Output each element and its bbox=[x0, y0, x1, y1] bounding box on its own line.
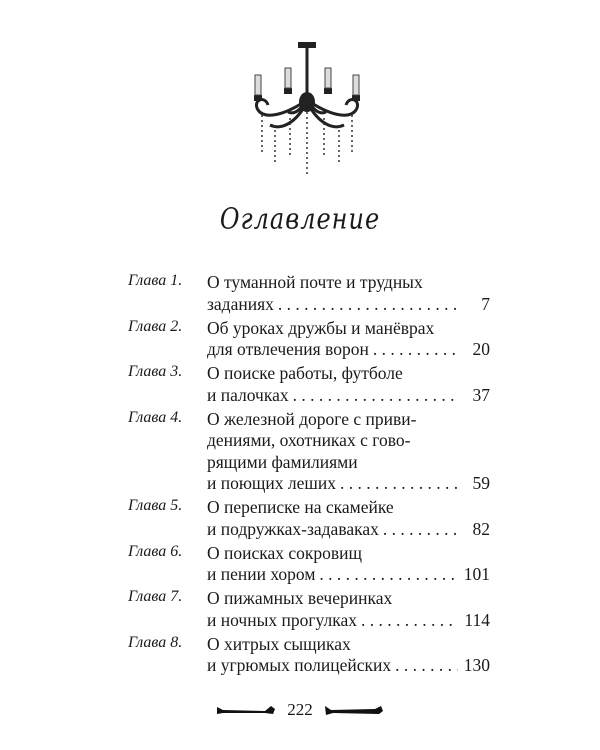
right-bone-ornament-icon bbox=[323, 703, 385, 717]
chapter-page-number: 82 bbox=[472, 518, 490, 539]
chapter-title-line: О поисках сокровищ bbox=[207, 542, 363, 563]
chapter-title-line: и пении хором bbox=[207, 564, 316, 584]
chapter-title-line: и палочках bbox=[207, 384, 289, 405]
toc-entry[interactable] bbox=[128, 497, 490, 540]
chandelier-illustration bbox=[240, 40, 375, 180]
chapter-label: Глава 8. bbox=[128, 633, 183, 651]
chapter-title-line: О туманной почте и трудных bbox=[207, 272, 423, 292]
dot-leader bbox=[373, 339, 458, 361]
dot-leader bbox=[395, 655, 458, 677]
chapter-title-line: О переписке на скамейке bbox=[207, 497, 394, 517]
chapter-title-line: и угрюмых полицейских bbox=[207, 655, 392, 675]
chapter-title-line: О хитрых сыщиках bbox=[207, 633, 351, 654]
page-number: 222 bbox=[287, 700, 313, 719]
toc-title: Оглавление bbox=[219, 202, 381, 236]
dot-leader bbox=[278, 294, 458, 316]
page-footer bbox=[0, 700, 600, 720]
table-of-contents bbox=[128, 272, 490, 679]
chapter-page-number: 37 bbox=[472, 384, 490, 405]
chapter-title-line: О железной дороге с приви- bbox=[207, 408, 417, 429]
chapter-title-line: заданиях bbox=[207, 293, 274, 314]
chapter-title-line: и подружках-задаваках bbox=[207, 518, 379, 539]
toc-entry[interactable] bbox=[128, 634, 490, 677]
chapter-label: Глава 2. bbox=[128, 317, 183, 335]
chapter-page-number: 114 bbox=[464, 609, 490, 630]
left-bone-ornament-icon bbox=[215, 703, 277, 717]
chapter-label: Глава 1. bbox=[128, 272, 183, 289]
toc-entry[interactable] bbox=[128, 318, 490, 361]
dot-leader bbox=[340, 473, 458, 495]
dot-leader bbox=[361, 610, 458, 632]
chapter-title-line: Об уроках дружбы и манёврах bbox=[207, 317, 435, 338]
chapter-title-line: рящими фамилиями bbox=[207, 451, 358, 472]
chapter-page-number: 130 bbox=[463, 655, 490, 675]
chapter-label: Глава 5. bbox=[128, 497, 183, 514]
chapter-label: Глава 3. bbox=[128, 363, 183, 380]
chapter-title-line: дениями, охотниках с гово- bbox=[207, 430, 411, 450]
chapter-title-line: и поющих леших bbox=[207, 473, 336, 493]
toc-entry[interactable] bbox=[128, 272, 490, 315]
toc-entry[interactable] bbox=[128, 588, 490, 631]
chapter-page-number: 101 bbox=[463, 564, 490, 584]
toc-entry[interactable] bbox=[128, 543, 490, 586]
dot-leader bbox=[383, 519, 458, 541]
chapter-title-line: О поиске работы, футболе bbox=[207, 363, 403, 383]
dot-leader bbox=[319, 564, 457, 586]
chapter-page-number: 20 bbox=[472, 339, 490, 359]
chapter-title-line: О пижамных вечеринках bbox=[207, 588, 393, 608]
chapter-label: Глава 6. bbox=[128, 542, 183, 560]
toc-entry[interactable] bbox=[128, 409, 490, 495]
chapter-page-number: 59 bbox=[472, 473, 490, 493]
toc-entry[interactable] bbox=[128, 363, 490, 406]
chapter-label: Глава 4. bbox=[128, 408, 183, 426]
dot-leader bbox=[293, 385, 458, 407]
chapter-title-line: для отвлечения ворон bbox=[207, 339, 369, 359]
chapter-label: Глава 7. bbox=[128, 588, 183, 605]
chapter-title-line: и ночных прогулках bbox=[207, 609, 357, 630]
chapter-page-number: 7 bbox=[481, 293, 490, 314]
